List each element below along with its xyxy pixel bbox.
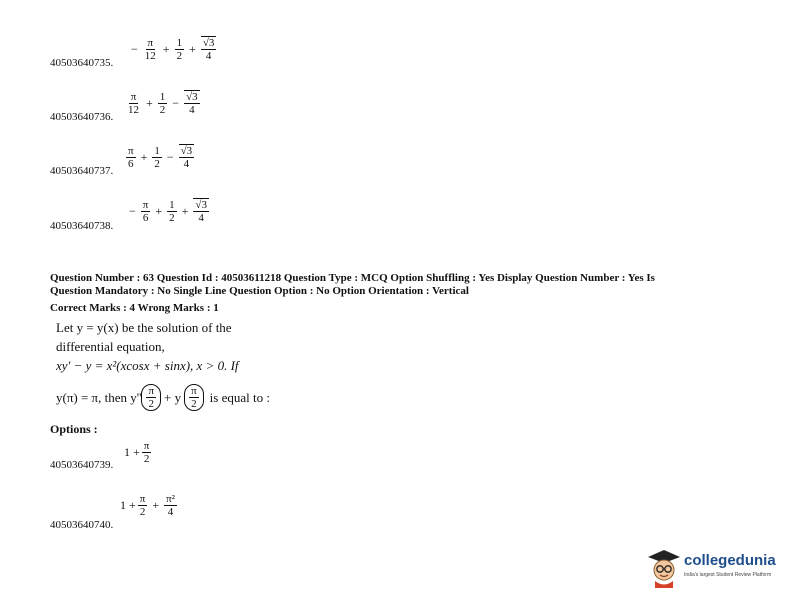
logo-wordmark: collegedunia [684,552,776,569]
option-expression: − $\frac{\pi}{12}$ + $\frac{1}{2}$ + $\frac{√3}{4}$ [131,36,215,62]
question-meta-line-1: Question Number : 63 Question Id : 40503611218 Question Type : MCQ Option Shuffling : Yes Display Question Number : Yes Is [50,272,655,284]
options-label: Options : [50,422,98,436]
fraction: $\frac{\pi}{12}$ [144,36,156,62]
minus-sign: − [129,203,136,218]
fraction: $\frac{1}{2}$ [159,90,166,116]
fraction: $\frac{\pi}{6}$ [128,144,134,170]
option-expression: − $\frac{\pi}{6}$ + $\frac{1}{2}$ + $\frac{√3}{4}$ [129,198,207,224]
logo-tagline: India's largest Student Review Platform [684,572,772,578]
option-id: 40503640738. [50,220,114,232]
bracketed-fraction: $\frac{\pi}{2}$ [141,384,161,411]
fraction: $\frac{1}{2}$ [176,36,183,62]
option-id: 40503640736. [50,111,114,123]
option-expression: 1 + $\frac{\pi}{2}$ + $\frac{\text{π²}}{4}$ [120,493,175,518]
question-stem-line-4: y(π) = π, then y'' $\frac{\pi}{2}$ + y $\frac{\pi}{2}$ is equal to : [56,385,270,410]
question-stem-line-2: differential equation, [56,339,165,354]
question-stem-line-3: xy' − y = x²(xcosx + sinx), x > 0. If [56,358,239,373]
minus-sign: − [131,41,138,56]
option-id: 40503640737. [50,165,114,177]
option-id: 40503640735. [50,57,114,69]
fraction: $\frac{√3}{4}$ [180,145,193,170]
option-expression: 1 + $\frac{\pi}{2}$ [124,440,150,465]
marks-line: Correct Marks : 4 Wrong Marks : 1 [50,302,219,314]
fraction: $\frac{√3}{4}$ [202,37,215,62]
fraction: $\frac{\pi}{2}$ [139,493,146,518]
fraction: $\frac{\pi}{6}$ [142,198,149,224]
fraction: $\frac{1}{2}$ [154,144,160,170]
graduate-mascot-icon [646,548,682,588]
fraction: $\frac{√3}{4}$ [186,91,198,116]
fraction: $\frac{1}{2}$ [169,198,175,224]
fraction: $\frac{√3}{4}$ [195,199,207,224]
option-expression: $\frac{\pi}{6}$ + $\frac{1}{2}$ − $\frac{√3}{4}$ [128,144,193,170]
option-id: 40503640739. [50,459,114,471]
question-meta-line-2: Question Mandatory : No Single Line Question Option : No Option Orientation : Vertical [50,285,469,297]
fraction: $\frac{\pi}{12}$ [128,90,139,116]
collegedunia-logo [646,548,786,588]
question-stem-line-1: Let y = y(x) be the solution of the [56,320,232,335]
fraction: $\frac{\text{π²}}{4}$ [166,493,175,518]
option-expression: $\frac{\pi}{12}$ + $\frac{1}{2}$ − $\frac{√3}{4}$ [128,90,198,116]
fraction: $\frac{\pi}{2}$ [143,440,150,465]
bracketed-fraction: $\frac{\pi}{2}$ [184,384,204,411]
option-id: 40503640740. [50,519,114,531]
